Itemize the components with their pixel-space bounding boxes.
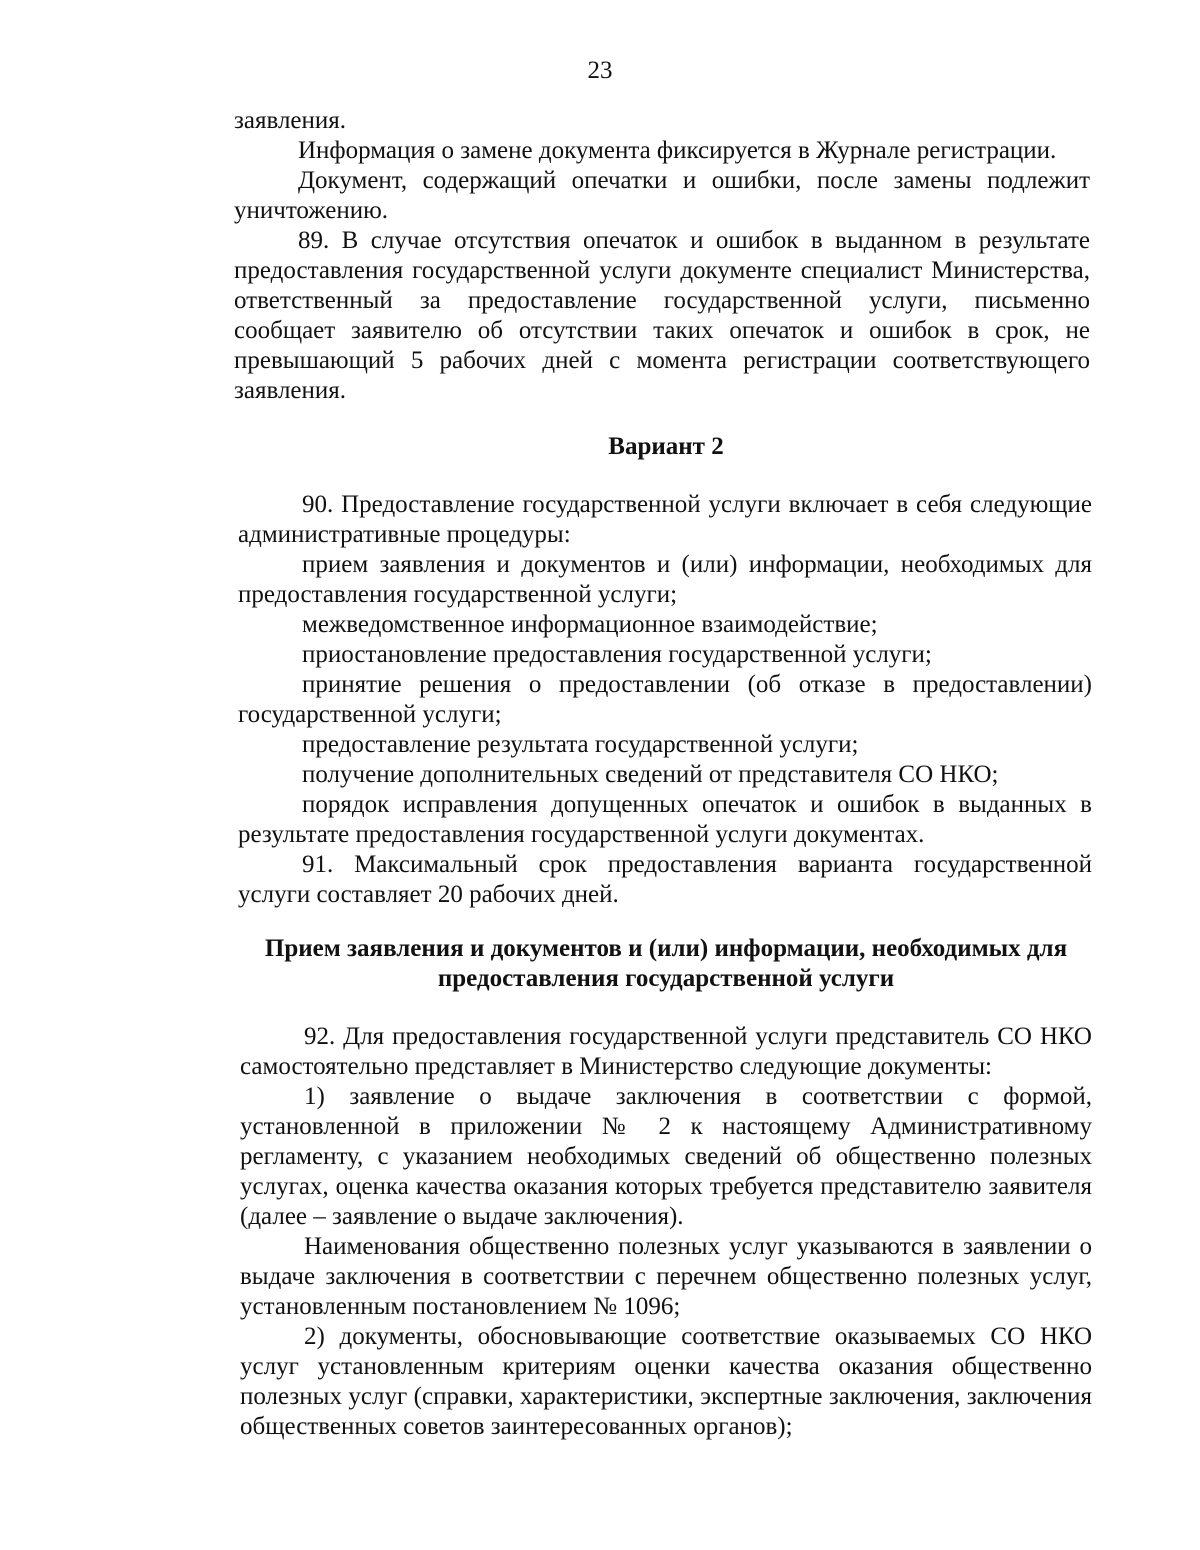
section-text-2 xyxy=(238,490,1092,910)
list-item: межведомственное информационное взаимодействие; xyxy=(302,611,878,638)
list-item: порядок исправления допущенных опечаток и ошибок в выданных в результате предоставления государственной услуги документах. xyxy=(238,791,1092,848)
list-item: приостановление предоставления государственной услуги; xyxy=(302,641,932,668)
paragraph-89: 89. В случае отсутствия опечаток и ошибок в выданном в результате предоставления государственной услуги документе специалист Министерства, ответственный за предоставление государственной услуги, письменно сообщает заявителю об отсутствии таких опечаток и ошибок в срок, не превышающий 5 рабочих дней с момента регистрации соответствующего заявления. xyxy=(234,227,1090,404)
list-item: предоставление результата государственной услуги; xyxy=(302,731,859,758)
paragraph: заявления. xyxy=(234,107,347,134)
paragraph: Документ, содержащий опечатки и ошибки, после замены подлежит уничтожению. xyxy=(234,167,1090,224)
section-text-3 xyxy=(240,1022,1092,1442)
paragraph-91: 91. Максимальный срок предоставления варианта государственной услуги составляет 20 рабочих дней. xyxy=(238,851,1092,908)
paragraph: Наименования общественно полезных услуг указываются в заявлении о выдаче заключения в соответствии с перечнем общественно полезных услуг, установленным постановлением № 1096; xyxy=(240,1233,1092,1320)
section-heading-line: Прием заявления и документов и (или) информации, необходимых для xyxy=(264,935,1068,962)
list-item: 2) документы, обосновывающие соответствие оказываемых СО НКО услуг установленным критериям оценки качества оказания общественно полезных услуг (справки, характеристики, экспертные заключения, заключения общественных советов заинтересованных органов); xyxy=(240,1323,1092,1440)
section-heading-variant: Вариант 2 xyxy=(608,433,724,460)
paragraph-90: 90. Предоставление государственной услуги включает в себя следующие административные процедуры: xyxy=(238,491,1092,548)
paragraph-92: 92. Для предоставления государственной услуги представитель СО НКО самостоятельно представляет в Министерство следующие документы: xyxy=(240,1023,1092,1080)
page-number: 23 xyxy=(587,57,613,84)
list-item: 1) заявление о выдаче заключения в соответствии с формой, установленной в приложении № 2 к настоящему Административному регламенту, с указанием необходимых сведений об общественно полезных услугах, оценка качества оказания которых требуется представителю заявителя (далее – заявление о выдаче заключения). xyxy=(240,1083,1092,1230)
list-item: принятие решения о предоставлении (об отказе в предоставлении) государственной услуги; xyxy=(238,671,1092,728)
section-text-1 xyxy=(234,106,1090,406)
list-item: получение дополнительных сведений от представителя СО НКО; xyxy=(302,761,999,788)
paragraph: Информация о замене документа фиксируется в Журнале регистрации. xyxy=(298,137,1057,164)
section-heading-reception xyxy=(240,934,1092,994)
list-item: прием заявления и документов и (или) информации, необходимых для предоставления государственной услуги; xyxy=(238,551,1092,608)
section-heading-line: предоставления государственной услуги xyxy=(437,965,895,992)
